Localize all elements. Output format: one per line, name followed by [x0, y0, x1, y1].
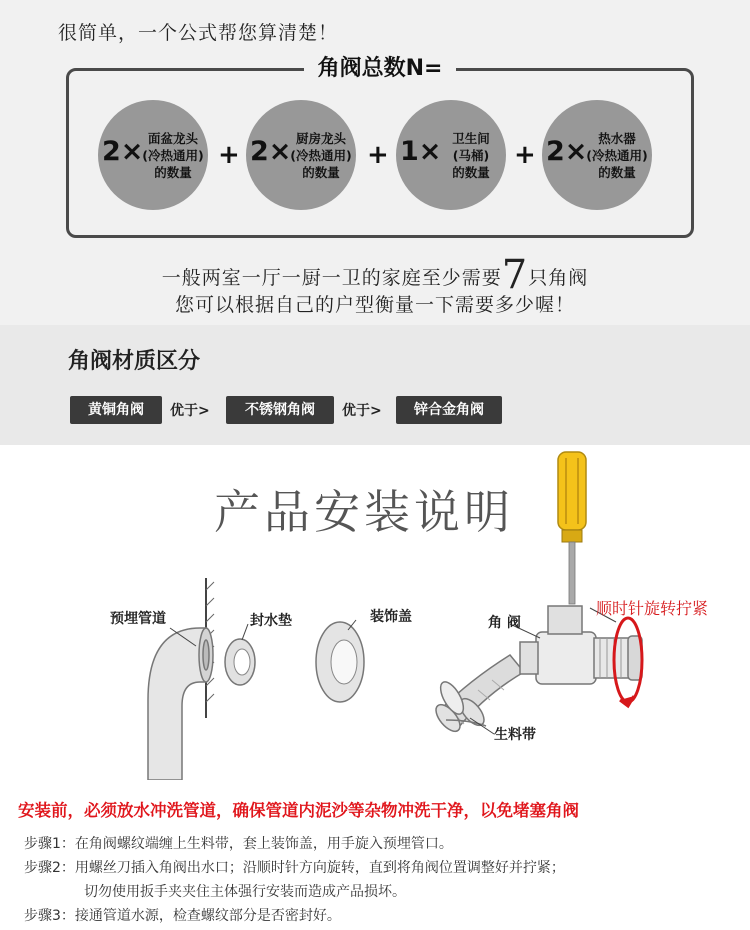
formula-term-kitchen: [246, 100, 356, 210]
label-embedded-pipe: 预埋管道: [110, 611, 166, 627]
install-step-2-note: 切勿使用扳手夹夹住主体强行安装而造成产品损坏。: [84, 884, 406, 900]
materials-title: 角阀材质区分: [68, 349, 201, 374]
term-name: 面盆龙头: [147, 131, 198, 146]
angle-valve-icon: [432, 606, 642, 735]
term-note: (马桶): [452, 148, 490, 163]
decorative-cover-icon: [316, 622, 364, 702]
term-name: 厨房龙头: [295, 131, 346, 146]
term-suffix: 的数量: [154, 165, 192, 180]
term-coefficient: 2×: [250, 136, 292, 167]
label-decorative-cover: 装饰盖: [370, 609, 412, 625]
plus-sign: +: [218, 140, 240, 170]
term-note: (冷热通用): [586, 148, 648, 163]
better-than-label: 优于>: [170, 403, 210, 419]
term-coefficient: 1×: [400, 136, 442, 167]
better-than-label: 优于>: [342, 403, 382, 419]
formula-term-toilet: [396, 100, 506, 210]
sealing-washer-icon: [225, 639, 255, 685]
note-line-2: 您可以根据自己的户型衡量一下需要多少喔！: [174, 294, 575, 316]
term-coefficient: 2×: [546, 136, 588, 167]
term-note: (冷热通用): [290, 148, 352, 163]
note-number: 7: [501, 252, 529, 298]
note-text: 一般两室一厅一厨一卫的家庭至少需要: [161, 267, 502, 289]
formula-term-heater: [542, 100, 652, 210]
term-suffix: 的数量: [598, 165, 636, 180]
term-note: (冷热通用): [142, 148, 204, 163]
material-tag-brass: 黄铜角阀: [70, 396, 162, 424]
term-suffix: 的数量: [452, 165, 490, 180]
label-sealing-washer: 封水垫: [250, 613, 292, 629]
install-step-3: 步骤3：接通管道水源，检查螺纹部分是否密封好。: [24, 908, 341, 924]
install-step-1: 步骤1：在角阀螺纹端缠上生料带，套上装饰盖，用手旋入预埋管口。: [24, 836, 453, 852]
screwdriver-icon: [558, 452, 586, 604]
note-text: 只角阀: [528, 267, 589, 289]
formula-title: 角阀总数N=: [304, 51, 457, 82]
label-angle-valve: 角 阀: [488, 615, 521, 631]
install-step-2: 步骤2：用螺丝刀插入角阀出水口；沿顺时针方向旋转，直到将角阀位置调整好并拧紧；: [24, 860, 565, 876]
term-coefficient: 2×: [102, 136, 144, 167]
label-thread-tape: 生料带: [494, 727, 536, 743]
formula-term-basin: [98, 100, 208, 210]
term-name: 卫生间: [452, 131, 490, 146]
material-tag-zinc: 锌合金角阀: [396, 396, 502, 424]
materials-section: [0, 325, 750, 445]
material-tag-stainless: 不锈钢角阀: [226, 396, 334, 424]
install-title: 产品安装说明: [214, 485, 514, 539]
plus-sign: +: [514, 140, 536, 170]
label-rotate-clockwise: 顺时针旋转拧紧: [596, 599, 709, 618]
intro-text: 很简单，一个公式帮您算清楚！: [58, 22, 339, 44]
embedded-pipe-icon: [148, 628, 213, 780]
warning-text: 安装前，必须放水冲洗管道，确保管道内泥沙等杂物冲洗干净，以免堵塞角阀: [18, 801, 579, 820]
term-suffix: 的数量: [302, 165, 340, 180]
term-name: 热水器: [598, 131, 636, 146]
plus-sign: +: [367, 140, 389, 170]
